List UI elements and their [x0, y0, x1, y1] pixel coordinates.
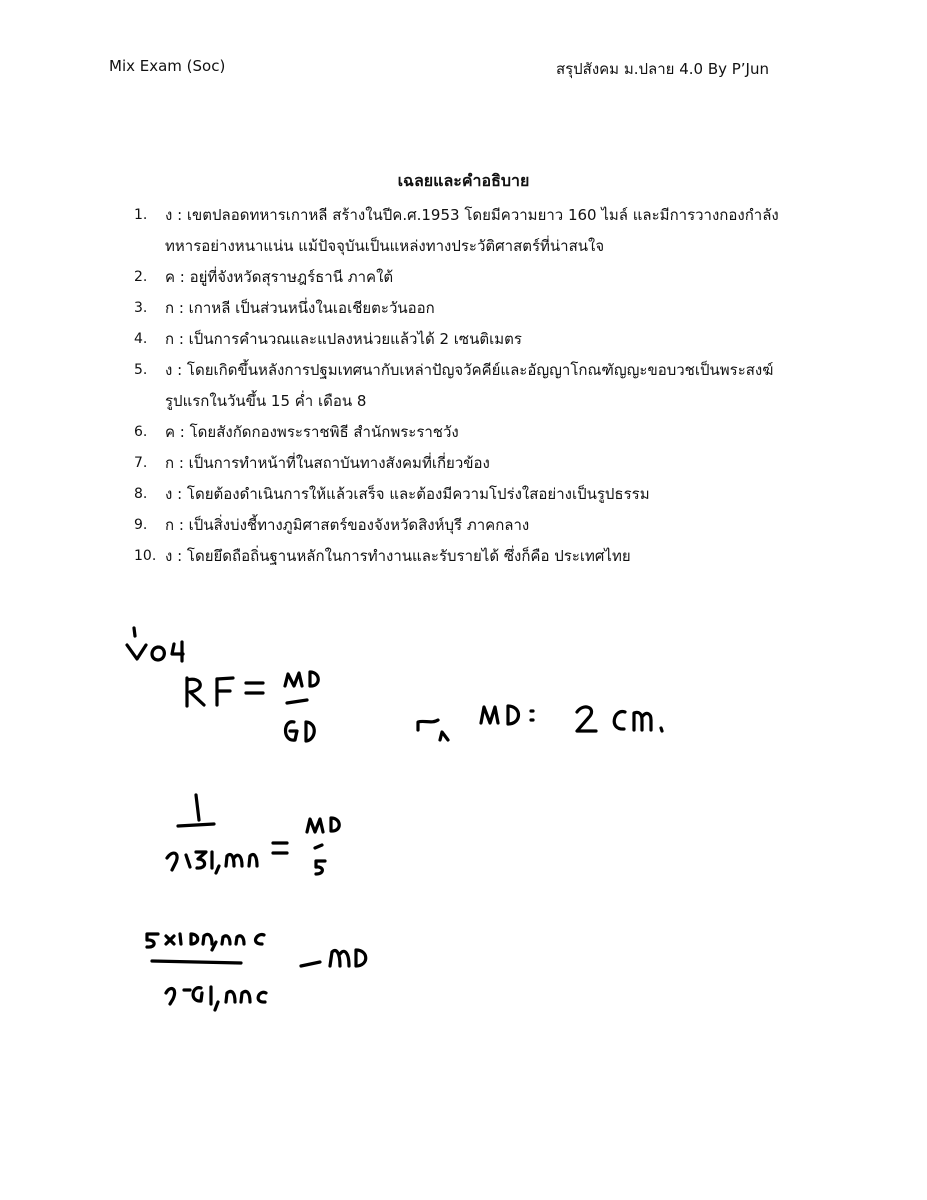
handwritten-step1: [167, 795, 339, 874]
answer-number: 2.: [134, 269, 148, 285]
answer-text: ก : เป็นการทำหน้าที่ในสถาบันทางสังคมที่เกี่ยวข้อง: [165, 454, 490, 472]
answer-text: ง : โดยยึดถือถิ่นฐานหลักในการทำงานและรับรายได้ ซึ่งก็คือ ประเทศไทย: [165, 547, 631, 565]
answer-text: ค : โดยสังกัดกองพระราชพิธี สำนักพระราชวัง: [165, 423, 459, 441]
answer-text: ง : โดยเกิดขึ้นหลังการปฐมเทศนากับเหล่าปัญจวัคคีย์และอัญญาโกณฑัญญะขอบวชเป็นพระสงฆ์: [165, 361, 774, 379]
answer-number: 3.: [134, 300, 148, 316]
answer-number: 10.: [134, 548, 157, 564]
answer-number: 8.: [134, 486, 148, 502]
answer-text: ง : โดยต้องดำเนินการให้แล้วเสร็จ และต้องมีความโปร่งใสอย่างเป็นรูปธรรม: [165, 485, 650, 503]
handwritten-step2: [147, 934, 366, 1010]
answer-number: 6.: [134, 424, 148, 440]
handwritten-given: [418, 706, 662, 740]
answer-text: ก : เกาหลี เป็นส่วนหนึ่งในเอเชียตะวันออก: [165, 299, 435, 317]
answer-text: ก : เป็นสิ่งบ่งชี้ทางภูมิศาสตร์ของจังหวัดสิงห์บุรี ภาคกลาง: [165, 516, 530, 534]
answer-number: 5.: [134, 362, 148, 378]
header-left: Mix Exam (Soc): [109, 57, 226, 75]
header-right: สรุปสังคม ม.ปลาย 4.0 By P’Jun: [555, 60, 769, 78]
answer-text: ทหารอย่างหนาแน่น แม้ปัจจุบันเป็นแหล่งทางประวัติศาสตร์ที่น่าสนใจ: [165, 237, 605, 255]
answer-text: รูปแรกในวันขึ้น 15 ค่ำ เดือน 8: [165, 392, 367, 410]
answer-number: 4.: [134, 331, 148, 347]
handwritten-label: [127, 628, 183, 661]
answer-text: ง : เขตปลอดทหารเกาหลี สร้างในปีค.ศ.1953 โดยมีความยาว 160 ไมล์ และมีการวางกองกำลัง: [165, 206, 779, 224]
answer-text: ก : เป็นการคำนวณและแปลงหน่วยแล้วได้ 2 เซนติเมตร: [165, 330, 522, 348]
answer-text: ค : อยู่ที่จังหวัดสุราษฎร์ธานี ภาคใต้: [165, 268, 394, 286]
answer-number: 7.: [134, 455, 148, 471]
answer-number: 9.: [134, 517, 148, 533]
answer-number: 1.: [134, 207, 148, 223]
section-title: เฉลยและคำอธิบาย: [397, 171, 530, 190]
handwritten-formula: [187, 672, 318, 741]
